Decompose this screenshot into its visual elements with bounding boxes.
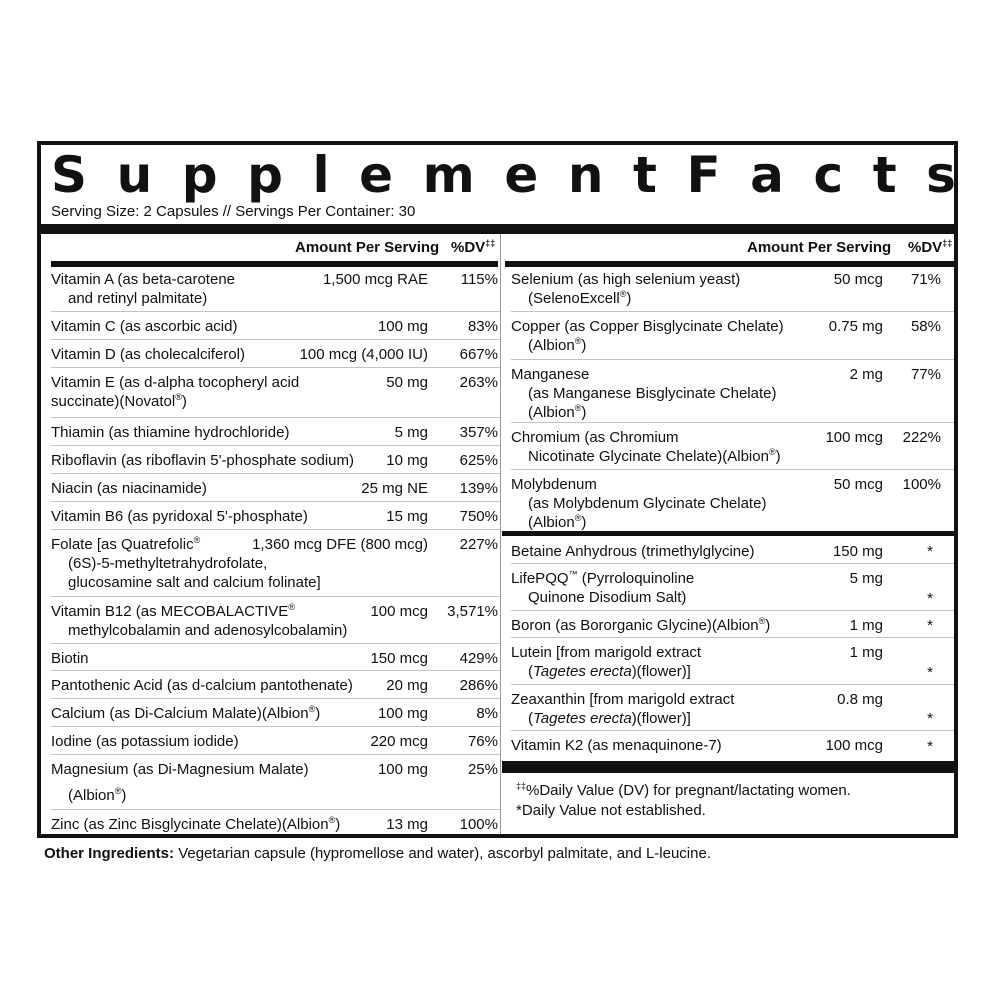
nutrient-amount: 5 mg <box>849 570 883 587</box>
nutrient-name-line: Boron (as Bororganic Glycine)(Albion®) <box>511 616 771 634</box>
nutrient-dv: * <box>927 710 933 727</box>
title-letter: c <box>813 146 844 204</box>
footnote-pregnant <box>516 781 851 800</box>
top-thick-rule <box>41 224 954 234</box>
nutrient-name-line: (6S)-5-methyltetrahydrofolate, <box>68 555 268 572</box>
footnote-rule <box>502 761 954 773</box>
nutrient-dv: * <box>927 543 933 560</box>
footnote-not-established: *Daily Value not established. <box>516 802 706 819</box>
right-row <box>511 312 954 360</box>
right-row <box>511 537 954 564</box>
nutrient-dv: 100% <box>902 476 941 493</box>
left-dv-header <box>451 235 495 261</box>
title-letter: m <box>422 146 475 204</box>
nutrient-name-line: Betaine Anhydrous (trimethylglycine) <box>511 543 755 560</box>
nutrient-name-line: (as Manganese Bisglycinate Chelate) <box>528 385 777 402</box>
nutrient-name <box>51 704 320 723</box>
nutrient-dv: 115% <box>460 271 498 288</box>
nutrient-dv: * <box>927 664 933 681</box>
nutrient-dv: 750% <box>459 508 498 525</box>
supplement-facts-panel <box>37 141 958 838</box>
nutrient-name-line: Thiamin (as thiamine hydrochloride) <box>51 424 290 441</box>
nutrient-amount: 0.8 mg <box>837 691 883 708</box>
left-row <box>51 418 500 446</box>
nutrient-name <box>51 602 347 640</box>
nutrient-dv: 263% <box>459 374 498 391</box>
nutrient-dv: 71% <box>910 271 941 288</box>
nutrient-name-line: Vitamin K2 (as menaquinone-7) <box>511 737 722 754</box>
nutrient-name-line: Manganese <box>511 366 590 383</box>
nutrient-dv: 286% <box>459 677 498 694</box>
nutrient-amount: 1,500 mcg RAE <box>322 271 428 288</box>
nutrient-name-line: (Tagetes erecta)(flower)] <box>528 710 691 727</box>
left-row <box>51 502 500 530</box>
nutrient-name <box>51 270 235 308</box>
title-letter: F <box>686 146 721 204</box>
nutrient-name-line: Iodine (as potassium iodide) <box>51 733 239 750</box>
right-row <box>511 564 954 611</box>
title-letter: l <box>312 146 330 204</box>
title-letter: a <box>750 146 784 204</box>
nutrient-name <box>51 423 289 442</box>
left-row <box>51 265 500 312</box>
right-amount-header: Amount Per Serving <box>747 239 892 256</box>
title-letter: u <box>116 146 153 204</box>
nutrient-amount: 5 mg <box>394 424 428 441</box>
nutrient-dv: 83% <box>467 318 498 335</box>
other-ingredients-label: Other Ingredients: <box>44 845 175 862</box>
nutrient-name <box>511 736 722 755</box>
nutrient-amount: 0.75 mg <box>828 318 883 335</box>
nutrient-name-line: methylcobalamin and adenosylcobalamin) <box>68 622 348 639</box>
nutrient-amount: 2 mg <box>849 366 883 383</box>
left-row <box>51 446 500 474</box>
nutrient-name <box>51 649 89 668</box>
nutrient-dv: 8% <box>476 705 498 722</box>
nutrient-amount: 100 mcg <box>825 429 883 446</box>
nutrient-name <box>51 317 237 336</box>
left-row <box>51 340 500 368</box>
nutrient-name-line: Copper (as Copper Bisglycinate Chelate) <box>511 318 784 335</box>
nutrient-name <box>51 479 207 498</box>
nutrient-name-line: Vitamin D (as cholecalciferol) <box>51 346 245 363</box>
nutrient-dv: 222% <box>902 429 941 446</box>
right-row <box>511 611 954 638</box>
nutrient-amount: 50 mcg <box>833 271 883 288</box>
nutrient-dv: 625% <box>459 452 498 469</box>
nutrient-name-line: and retinyl palmitate) <box>68 290 208 307</box>
nutrient-amount: 150 mg <box>832 543 883 560</box>
right-section-rule <box>502 531 954 536</box>
nutrient-name-line: Molybdenum <box>511 476 597 493</box>
nutrient-name-line: Pantothenic Acid (as d-calcium pantothenate) <box>51 677 353 694</box>
title-letter: t <box>872 146 897 204</box>
nutrient-name-line: Vitamin E (as d-alpha tocopheryl acid <box>51 374 300 391</box>
nutrient-name <box>51 345 245 364</box>
nutrient-name-line: Biotin <box>51 650 89 667</box>
left-row <box>51 474 500 502</box>
footnote-pregnant-text: %Daily Value (DV) for pregnant/lactating women. <box>526 782 851 799</box>
nutrient-name-line: Zinc (as Zinc Bisglycinate Chelate)(Albion®) <box>51 815 341 833</box>
nutrient-dv: 77% <box>910 366 941 383</box>
left-amount-header: Amount Per Serving <box>295 239 440 256</box>
nutrient-name-line: Vitamin B12 (as MECOBALACTIVE® <box>51 602 295 620</box>
right-dv-header <box>908 235 952 261</box>
nutrient-name <box>51 732 239 751</box>
nutrient-dv: 100% <box>459 816 498 833</box>
nutrient-name <box>511 616 770 635</box>
right-dv-header-label: %DV <box>908 239 943 256</box>
left-row <box>51 644 500 671</box>
left-row <box>51 727 500 755</box>
nutrient-name <box>51 815 340 834</box>
left-row <box>51 810 500 837</box>
title-letter: n <box>567 146 604 204</box>
other-ingredients <box>44 845 711 863</box>
right-row <box>511 265 954 312</box>
nutrient-amount: 100 mg <box>377 761 428 778</box>
nutrient-name <box>511 475 766 532</box>
nutrient-name <box>511 542 754 561</box>
nutrient-name-line: (Tagetes erecta)(flower)] <box>528 663 691 680</box>
nutrient-amount: 220 mcg <box>370 733 428 750</box>
nutrient-name <box>511 569 694 607</box>
nutrient-name <box>511 643 701 681</box>
title-letter: p <box>247 146 283 204</box>
nutrient-name-line: Quinone Disodium Salt) <box>528 589 687 606</box>
right-row <box>511 360 954 423</box>
nutrient-amount: 100 mcg (4,000 IU) <box>299 346 428 363</box>
right-row <box>511 731 954 759</box>
nutrient-amount: 13 mg <box>386 816 428 833</box>
nutrient-name <box>511 317 784 355</box>
nutrient-name-line: LifePQQ™ (Pyrroloquinoline <box>511 569 695 587</box>
nutrient-amount: 100 mcg <box>825 737 883 754</box>
left-row <box>51 699 500 727</box>
nutrient-name <box>51 676 353 695</box>
right-row <box>511 685 954 731</box>
nutrient-name <box>51 451 354 470</box>
nutrient-name-line: Chromium (as Chromium <box>511 429 679 446</box>
title-letter: S <box>51 146 88 204</box>
nutrient-name <box>511 365 776 422</box>
title-letter: s <box>926 146 956 204</box>
nutrient-dv: * <box>927 617 933 634</box>
nutrient-name-line: (as Molybdenum Glycinate Chelate) <box>528 495 767 512</box>
nutrient-dv: * <box>927 590 933 607</box>
nutrient-amount: 50 mcg <box>833 476 883 493</box>
nutrient-dv: 667% <box>459 346 498 363</box>
nutrient-name-line: glucosamine salt and calcium folinate] <box>68 574 321 591</box>
nutrient-dv: 58% <box>910 318 941 335</box>
right-row <box>511 470 954 531</box>
title-letter: e <box>359 146 394 204</box>
column-divider <box>500 234 501 834</box>
nutrient-amount: 100 mcg <box>370 603 428 620</box>
right-row <box>511 638 954 685</box>
nutrient-name <box>511 690 734 728</box>
nutrient-name-line: Vitamin A (as beta-carotene <box>51 271 235 288</box>
left-dv-header-mark: ‡‡ <box>485 238 496 248</box>
panel-title <box>51 146 956 204</box>
nutrient-name-line: Magnesium (as Di-Magnesium Malate) <box>51 761 309 778</box>
nutrient-name-line: Vitamin C (as ascorbic acid) <box>51 318 238 335</box>
nutrient-dv: 3,571% <box>447 603 498 620</box>
left-row <box>51 597 500 644</box>
nutrient-amount: 100 mg <box>377 318 428 335</box>
nutrient-name <box>511 270 740 308</box>
nutrient-name-line: Calcium (as Di-Calcium Malate)(Albion®) <box>51 704 321 722</box>
title-letter: p <box>181 146 218 204</box>
nutrient-name-line: Vitamin B6 (as pyridoxal 5'-phosphate) <box>51 508 308 525</box>
title-letter: t <box>632 146 657 204</box>
title-letter: e <box>504 146 539 204</box>
nutrient-name-line: Nicotinate Glycinate Chelate)(Albion®) <box>528 447 781 465</box>
nutrient-name-line: Riboflavin (as riboflavin 5'-phosphate sodium) <box>51 452 355 469</box>
nutrient-name-line: Folate [as Quatrefolic® <box>51 535 201 553</box>
right-row <box>511 423 954 470</box>
nutrient-name-line: Lutein [from marigold extract <box>511 644 702 661</box>
nutrient-dv: 227% <box>459 536 498 553</box>
nutrient-amount: 20 mg <box>386 677 428 694</box>
nutrient-name-line: (Albion®) <box>528 336 587 354</box>
nutrient-name-line: Zeaxanthin [from marigold extract <box>511 691 735 708</box>
right-dv-header-mark: ‡‡ <box>942 238 953 248</box>
serving-info: Serving Size: 2 Capsules // Servings Per Container: 30 <box>51 203 416 220</box>
left-row <box>51 368 500 418</box>
nutrient-dv: 429% <box>459 650 498 667</box>
nutrient-amount: 50 mg <box>386 374 428 391</box>
other-ingredients-text: Vegetarian capsule (hypromellose and water), ascorbyl palmitate, and L-leucine. <box>178 845 711 862</box>
nutrient-amount: 100 mg <box>377 705 428 722</box>
nutrient-name-line: (Albion®) <box>528 403 587 421</box>
nutrient-name-line: (SelenoExcell®) <box>528 289 632 307</box>
nutrient-dv: 76% <box>467 733 498 750</box>
nutrient-amount: 15 mg <box>386 508 428 525</box>
nutrient-name <box>51 760 309 805</box>
nutrient-dv: 139% <box>459 480 498 497</box>
left-row <box>51 671 500 699</box>
nutrient-dv: * <box>927 738 933 755</box>
nutrient-name-line: Selenium (as high selenium yeast) <box>511 271 741 288</box>
nutrient-amount: 1 mg <box>849 617 883 634</box>
nutrient-name <box>511 428 781 466</box>
nutrient-name <box>51 507 308 526</box>
nutrient-amount: 150 mcg <box>370 650 428 667</box>
nutrient-amount: 1 mg <box>849 644 883 661</box>
left-dv-header-label: %DV <box>451 239 486 256</box>
nutrient-amount: 25 mg NE <box>361 480 428 497</box>
nutrient-name-line: succinate)(Novatol®) <box>51 392 187 410</box>
nutrient-name-line: (Albion®) <box>528 513 587 531</box>
nutrient-name <box>51 373 299 411</box>
left-row <box>51 755 500 810</box>
nutrient-dv: 357% <box>459 424 498 441</box>
left-row <box>51 530 500 597</box>
left-row <box>51 312 500 340</box>
footnote-pregnant-mark: ‡‡ <box>516 781 527 791</box>
nutrient-amount: 10 mg <box>386 452 428 469</box>
nutrient-name-line: (Albion®) <box>68 786 127 804</box>
nutrient-dv: 25% <box>467 761 498 778</box>
nutrient-amount: 1,360 mcg DFE (800 mcg) <box>252 536 428 553</box>
nutrient-name-line: Niacin (as niacinamide) <box>51 480 207 497</box>
